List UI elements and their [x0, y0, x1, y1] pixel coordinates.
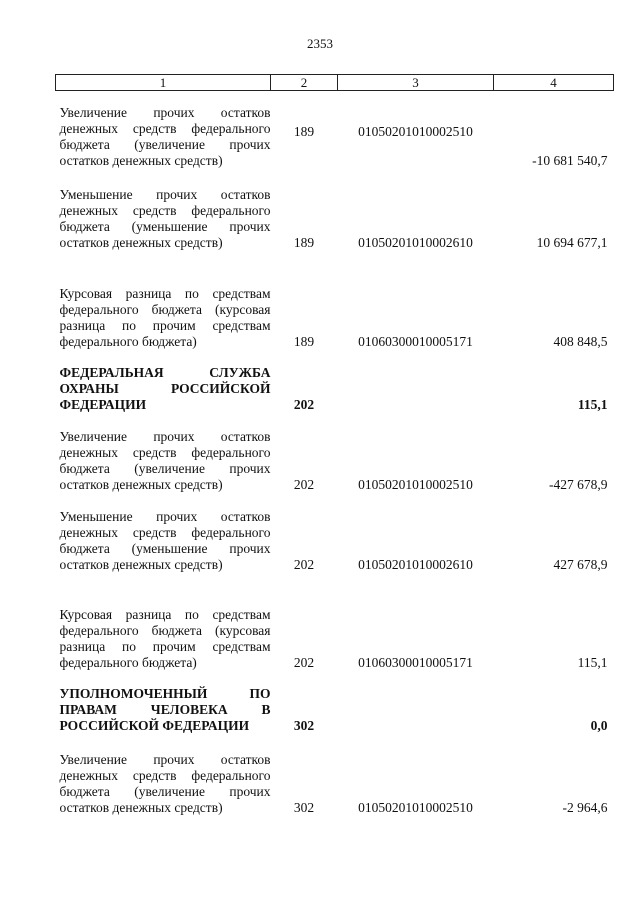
row-amount: 115,1 — [577, 396, 608, 412]
row-code: 302 — [293, 799, 315, 815]
row-description: Уменьшение прочих остатков денежных средств федерального бюджета (уменьшение прочих остатков денежных средств) — [59, 186, 271, 250]
section-heading-row — [56, 358, 614, 421]
row-code: 189 — [293, 234, 315, 250]
row-amount: -10 681 540,7 — [532, 152, 608, 168]
row-amount: 0,0 — [590, 717, 608, 733]
row-code: 202 — [293, 476, 315, 492]
table-row — [56, 177, 614, 259]
row-description: Увеличение прочих остатков денежных средств федерального бюджета (увеличение прочих остатков денежных средств) — [59, 428, 271, 492]
table-row — [56, 421, 614, 501]
row-code: 202 — [293, 654, 315, 670]
row-kbk: 01050201010002510 — [358, 476, 473, 492]
section-heading-row — [56, 679, 614, 742]
header-row — [56, 75, 614, 91]
row-code: 202 — [293, 556, 315, 572]
row-kbk: 01060300010005171 — [358, 654, 473, 670]
row-description: Уменьшение прочих остатков денежных средств федерального бюджета (уменьшение прочих остатков денежных средств) — [59, 508, 271, 572]
row-kbk: 01060300010005171 — [358, 333, 473, 349]
row-description: Увеличение прочих остатков денежных средств федерального бюджета (увеличение прочих остатков денежных средств) — [59, 751, 271, 815]
page-number: 2353 — [307, 36, 333, 51]
section-heading: ФЕДЕРАЛЬНАЯ СЛУЖБА ОХРАНЫ РОССИЙСКОЙ ФЕДЕРАЦИИ — [59, 364, 271, 412]
header-col-2: 2 — [271, 75, 338, 91]
row-amount: 10 694 677,1 — [536, 234, 608, 250]
budget-table — [55, 74, 614, 824]
row-kbk: 01050201010002510 — [358, 799, 473, 815]
table-row — [56, 501, 614, 581]
row-code: 189 — [293, 124, 315, 139]
table-row — [56, 742, 614, 824]
header-col-1: 1 — [56, 75, 271, 91]
table-row — [56, 581, 614, 679]
row-code: 302 — [293, 717, 315, 733]
row-kbk: 01050201010002510 — [358, 124, 473, 139]
header-col-4: 4 — [494, 75, 614, 91]
row-code: 202 — [293, 396, 315, 412]
row-amount: -427 678,9 — [549, 476, 608, 492]
table-body — [56, 91, 614, 824]
header-col-3: 3 — [338, 75, 494, 91]
table-row — [56, 91, 614, 177]
row-kbk — [338, 679, 494, 742]
row-amount: 408 848,5 — [553, 333, 608, 349]
table-header — [56, 75, 614, 91]
row-amount: 115,1 — [577, 654, 608, 670]
table-row — [56, 259, 614, 358]
row-description: Курсовая разница по средствам федерального бюджета (курсовая разница по прочим средствам федерального бюджета) — [59, 606, 271, 670]
row-kbk — [338, 358, 494, 421]
row-description: Увеличение прочих остатков денежных средств федерального бюджета (увеличение прочих остатков денежных средств) — [59, 104, 271, 168]
row-code: 189 — [293, 333, 315, 349]
section-heading: УПОЛНОМОЧЕННЫЙ ПО ПРАВАМ ЧЕЛОВЕКА В РОССИЙСКОЙ ФЕДЕРАЦИИ — [59, 685, 271, 733]
row-amount: -2 964,6 — [562, 799, 608, 815]
row-description: Курсовая разница по средствам федерального бюджета (курсовая разница по прочим средствам федерального бюджета) — [59, 285, 271, 349]
row-kbk: 01050201010002610 — [358, 234, 473, 250]
row-amount: 427 678,9 — [553, 556, 608, 572]
row-kbk: 01050201010002610 — [358, 556, 473, 572]
